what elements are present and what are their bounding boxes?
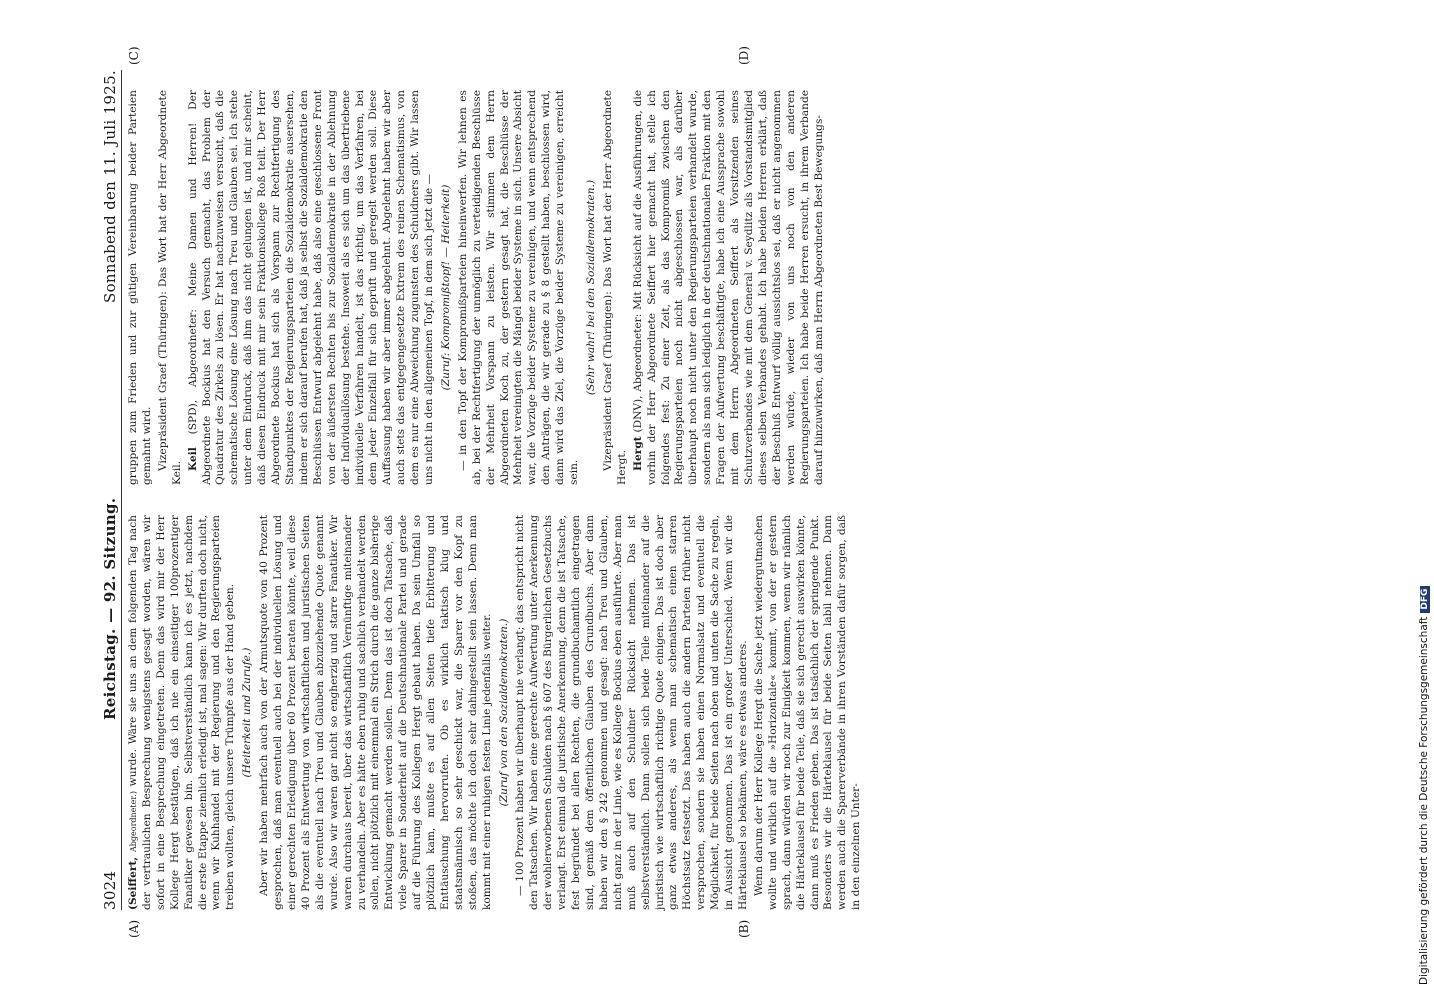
left-column: [127, 515, 866, 910]
right-paragraph-3: Keil (SPD), Abgeordneter: Meine Damen und Herren! Der Abgeordnete Bockius hat den Versuch gemacht, das Problem der Quadratur des Zirkels zu lösen. Er hat nachzuweisen versucht, daß die schematische Lösung eine Lösung nach Treu und Glauben sei. Ich stehe unter dem Eindruck, daß ihm das nicht gelungen ist, und mir scheint, daß diesen Eindruck mit mir sein Fraktionskollege Roß teilt. Der Herr Abgeordnete Bockius hat sich als Vorspann zur Rechtfertigung des Standpunktes der Regierungsparteien die Sozialdemokratie ausersehen, indem er sich darauf berufen hat, daß ja selbst die Sozialdemokratie den Beschlüssen Entwurf abgelehnt habe, daß also eine geschlossene Front von der äußersten Rechten bis zur Sozialdemokratie in der Ablehnung der Individuallösung bestehe. Insoweit als es sich um das übertriebene individuelle Verfahren handelt, ist das richtig, um das Verfahren, bei dem jeder Einzelfall für sich geprüft und geregelt werden soll. Diese Auffassung haben wir aber immer abgelehnt. Abgelehnt haben wir aber auch stets das entgegengesetzte Extrem des reinen Schematismus, von dem es nur eine Abweichung zugunsten des Schuldners gibt. Wir lassen uns nicht in den allgemeinen Topf, in dem sich jetzt die —: [186, 90, 436, 485]
margin-marker-c: (C): [127, 46, 141, 65]
speaker-role: Abgeordneter.): [129, 791, 138, 852]
page-header: [97, 70, 123, 910]
left-paragraph-4: Wenn darum der Herr Kollege Hergt die Sache jetzt wiedergutmachen wollte und wirklich auf die »Horizontale« kommt, von der er gestern sprach, dann würden wir noch zur Einigkeit kommen, wenn wir nämlich die Härteklausel für beide Teile, daß sie sich gerecht auswirken könnte, dann muß es Frieden geben. Das ist tatsächlich der springende Punkt. Besonders wir die Härteklausel für beide Seiten labil nehmen. Dann werden auch die Sparerverbände in ihren Vorständen dafür sorgen, daß in den einzelnen Unter-: [752, 515, 863, 910]
right-column: [127, 90, 828, 485]
right-paragraph-2: Vizepräsident Graef (Thüringen): Das Wort hat der Herr Abgeordnete Keil.: [156, 90, 183, 485]
interjection: (Zuruf: Kompromißtopf! — Heiterkeit): [439, 184, 452, 391]
right-paragraph-6: Hergt (DNV), Abgeordneter: Mit Rücksicht auf die Ausführungen, die vorhin der Herr Abgeordnete Seiffert hier gemacht hat, stelle ich folgendes fest: Zu einer Zeit, als das Kompromiß zwischen den Regierungsparteien noch nicht abgeschlossen war, als darüber überhaupt noch nicht unter den Regierungsparteien verhandelt wurde, sondern als man sich lediglich in der deutschnationalen Fraktion mit den Fragen der Aufwertung beschäftigte, habe ich eine Aussprache sowohl mit dem Herrn Abgeordneten Seiffert als Vorsitzenden seines Schutzverbandes wie mit dem General v. Seydlitz als Vorstandsmitglied dieses selben Verbandes gehabt. Ich habe beiden Herren erklärt, daß der Beschluß Entwurf völlig aussichtslos sei, daß er nicht angenommen werden würde, wieder von uns noch von den anderen Regierungsparteien. Ich habe beide Herren ersucht, in ihrem Verbande darauf hinzuwirken, daß man Herrn Abgeordneten Best Bewegungs-: [631, 90, 825, 485]
margin-marker-d: (D): [737, 46, 751, 65]
interjection: (Zuruf von den Sozialdemokraten.): [497, 618, 510, 807]
speaker-seiffert: (Seiffert,: [127, 851, 139, 910]
header-rule: [121, 70, 122, 910]
interjection: (Heiterkeit und Zurufe.): [241, 647, 254, 778]
dfg-logo: DFG: [1420, 586, 1430, 613]
right-paragraph-5: Vizepräsident Graef (Thüringen): Das Wort hat der Herr Abgeordnete Hergt.: [601, 90, 628, 485]
funding-credit: Digitalisierung gefördert durch die Deutsche ForschungsgemeinschaftDFG: [1418, 586, 1430, 985]
rotated-newspaper-sheet: [97, 46, 1332, 938]
right-paragraph-1: gruppen zum Frieden und zur gütigen Vereinbarung beider Parteien gemahnt wird.: [127, 90, 153, 485]
session-date: Sonnabend den 11. Juli 1925.: [101, 70, 119, 303]
page-number: 3024: [101, 870, 119, 910]
left-paragraph-3: — 100 Prozent haben wir überhaupt nie verlangt; das entspricht nicht den Tatsachen. Wir haben eine gerechte Aufwertung unter Anerkennung der wohlerworbenen Schulden nach § 607 des Bürgerlichen Gesetzbuchs verlangt. Erst einmal die juristische Anerkennung, denn die ist Tatsache, fest begründet bei allen Rechten, die grundbuchamtlich eingetragen sind, gemäß dem öffentlichen Glauben des Grundbuchs. Aber dann haben wir den § 242 genommen und gesagt: nach Treu und Glauben, nicht ganz in der Linie, wie es Kollege Bockius eben ausführte. Aber man muß auch auf den Schuldner Rücksicht nehmen. Das ist selbstverständlich. Dann sollen sich beide Teile miteinander auf die juristisch wie wirtschaftlich richtige Quote einigen. Das ist doch aber ganz etwas anderes, als wenn man schematisch einen starren Höchstsatz festsetzt. Das haben auch die andern Parteien früher nicht versprochen, sondern sie haben einen Normalsatz und eventuell die Möglichkeit, für beide Seiten nach oben und unten die Sache zu regeln, in Aussicht genommen. Das ist ein großer Unterschied. Wenn wir die Härteklausel so bekämen, wäre es etwas anderes.: [514, 515, 749, 910]
interjection: (Sehr wahr! bei den Sozialdemokraten.): [585, 179, 597, 396]
left-paragraph-2: Aber wir haben mehrfach auch von der Armutsquote von 40 Prozent gesprochen, daß man eventuell auch bei der individuellen Lösung und einer gerechten Erledigung über 60 Prozent beraten könnte, weil diese 40 Prozent als Entwertung von wirtschaftlichen und juristischen Seiten als die eventuell nach Treu und Glauben abzuziehende Quote genannt wurde. Also wir waren gar nicht so engherzig und starre Fanatiker. Wir waren durchaus bereit, über das wirtschaftlich Vernünftige miteinander zu verhandeln. Aber es hätte eben ruhig und sachlich verhandelt werden sollen, nicht plötzlich mit einemmal ein Strich durch die ganze bisherige Entwicklung gemacht werden sollen. Denn das ist doch Tatsache, daß viele Sparer in Sonderheit auf die Deutschnationale Partei und gerade auf die Führung des Kollegen Hergt gebaut haben. Da sein Umfall so plötzlich kam, mußte es auf allen Seiten tiefe Erbitterung und Enttäuschung hervorrufen. Ob es wirklich taktisch klug und staatsmännisch so sehr geschickt war, die Sparer vor den Kopf zu stoßen, das möchte ich doch sehr dahingestellt sein lassen. Denn man kommt mit einer ruhigen festen Linie jedenfalls weiter.: [258, 515, 493, 910]
speaker-keil: Keil: [186, 447, 199, 471]
session-title: Reichstag. — 92. Sitzung.: [101, 497, 119, 720]
speaker-hergt: Hergt: [631, 436, 644, 471]
margin-marker-b: (B): [737, 919, 751, 938]
right-paragraph-4: — in den Topf der Kompromißparteien hineinwerfen. Wir lehnen es ab, bei der Rechtfertigung der unmöglich zu verteidigenden Beschlüsse der Mehrheit Vorspann zu leisten. Wir stimmen dem Herrn Abgeordneten Koch zu, der gestern gesagt hat, die Beschlüsse der Mehrheit vereinigten die Mängel beider Systeme in sich. Unsere Absicht war, die Vorzüge beider Systeme zu vereinigen, und wenn entsprechend den Anträgen, die wir gerade zu § 8 gestellt haben, beschlossen wird, dann wird das Ziel, die Vorzüge beider Systeme zu vereinigen, erreicht sein.: [456, 90, 581, 485]
margin-marker-a: (A): [127, 919, 141, 938]
left-paragraph-1: (Seiffert, Abgeordneter.) wurde. Wäre sie uns an dem folgenden Tag nach der vertraulichen Besprechung wenigstens gesagt worden, wären wir sofort in eine Besprechung eingetreten. Denn das wird mir der Herr Kollege Hergt bestätigen, daß ich nie ein einseitiger 100prozentiger Fanatiker gewesen bin. Selbstverständlich kann ich es jetzt, nachdem die erste Etappe ziemlich erledigt ist, mal sagen: Wir durften doch nicht, wenn wir Kuhhandel mit der Regierung und den Regierungsparteien treiben wollten, gleich unsere Trümpfe aus der Hand geben.: [127, 514, 237, 910]
